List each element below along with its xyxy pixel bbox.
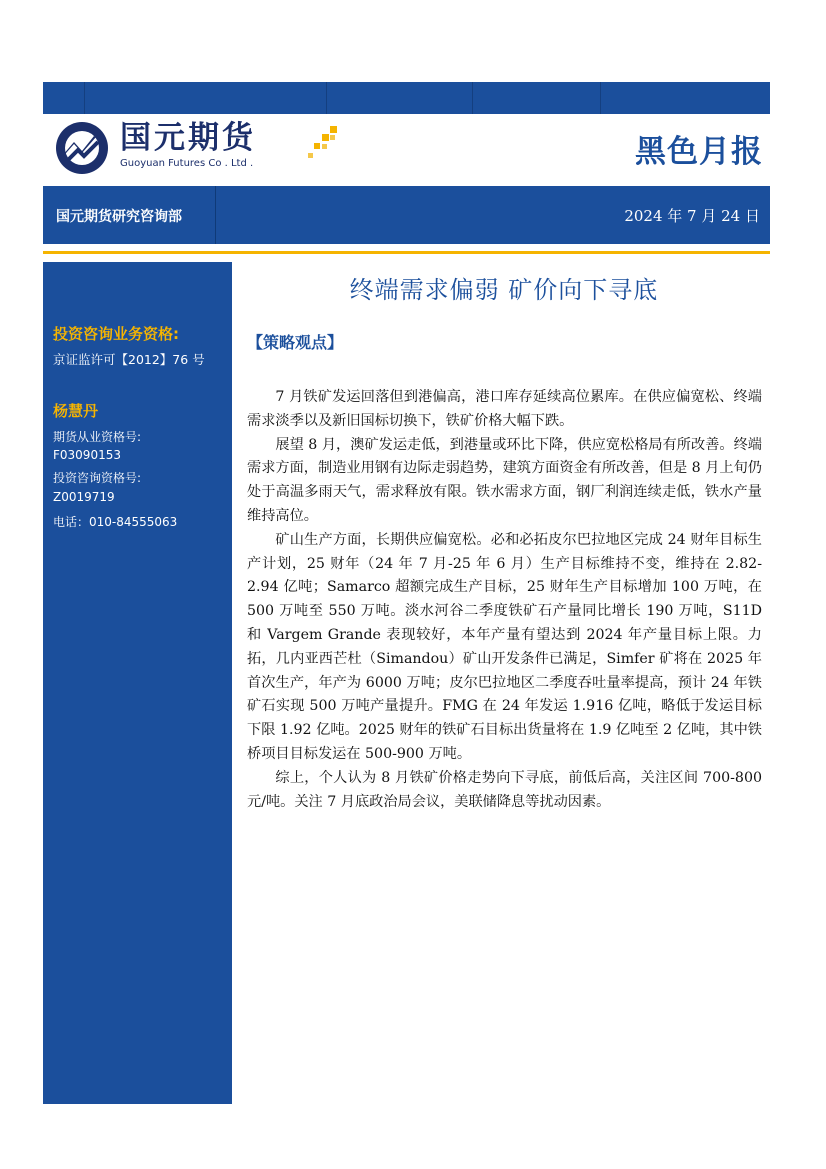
paragraph: 7 月铁矿发运回落但到港偏高，港口库存延续高位累库。在供应偏宽松、终端需求淡季以及新旧国标切换下，铁矿价格大幅下跌。 [247,389,762,429]
paragraph: 矿山生产方面，长期供应偏宽松。必和必拓皮尔巴拉地区完成 24 财年目标生产计划，25 财年（24 年 7 月-25 年 6 月）生产目标维持不变，维持在 2.82-2.94 亿吨；Samarco 超额完成生产目标，25 财年生产目标增加 100 万吨，在 500 万吨至 550 万吨。淡水河谷二季度铁矿石产量同比增长 190 万吨，S11D 和 Vargem Grande 表现较好，本年产量有望达到 2024 年产量目标上限。力拓，几内亚西芒杜（Simandou）矿山开发条件已满足，Simfer 矿将在 2025 年首次生产，年产为 6000 万吨；皮尔巴拉地区二季度吞吐量率提高，预计 24 年铁矿石实现 500 万吨产量提升。FMG 在 24 年发运 1.916 亿吨，略低于发运目标下限 1.92 亿吨。2025 财年的铁矿石目标出货量将在 1.9 亿吨至 2 亿吨，其中铁桥项目目标发运在 500-900 万吨。 [247,531,762,762]
company-name-cn: 国元期货 [120,120,256,156]
banner-divider [326,82,327,114]
futures-license-label: 期货从业资格号: [53,430,142,444]
top-banner [43,82,770,114]
sidebar [43,262,232,1104]
logo-mark-icon [54,120,110,176]
analyst-phone: 电话：010-84555063 [53,515,178,529]
futures-license-value: F03090153 [53,448,121,462]
paragraph: 展望 8 月，澳矿发运走低，到港量或环比下降，供应宽松格局有所改善。终端需求方面，制造业用钢有边际走弱趋势，建筑方面资金有所改善，但是 8 月上旬仍处于高温多雨天气，需求释放有限。铁水需求方面，钢厂利润连续走低，铁水产量维持高位。 [247,436,762,524]
banner-divider [84,82,85,114]
qualification-title: 投资咨询业务资格: [53,325,179,343]
report-type: 黑色月报 [635,134,763,170]
qualification-value: 京证监许可【2012】76 号 [53,352,205,367]
analyst-name: 杨慧丹 [53,402,99,420]
banner-divider [600,82,601,114]
company-logo [54,120,354,176]
advisory-license-label: 投资咨询资格号: [53,471,142,485]
logo-squares-icon [308,126,340,162]
accent-rule [43,251,770,254]
department-banner [43,186,770,244]
article-body [247,386,762,814]
report-date: 2024 年 7 月 24 日 [624,207,760,225]
banner-divider [472,82,473,114]
company-name-en: Guoyuan Futures Co . Ltd . [120,158,254,169]
banner-divider [215,186,216,244]
advisory-license-value: Z0019719 [53,490,115,504]
section-label: 【策略观点】 [247,333,344,352]
paragraph: 综上，个人认为 8 月铁矿价格走势向下寻底，前低后高，关注区间 700-800 元/吨。关注 7 月底政治局会议，美联储降息等扰动因素。 [247,769,762,810]
article-title: 终端需求偏弱 矿价向下寻底 [349,276,659,304]
department-name: 国元期货研究咨询部 [56,209,182,225]
